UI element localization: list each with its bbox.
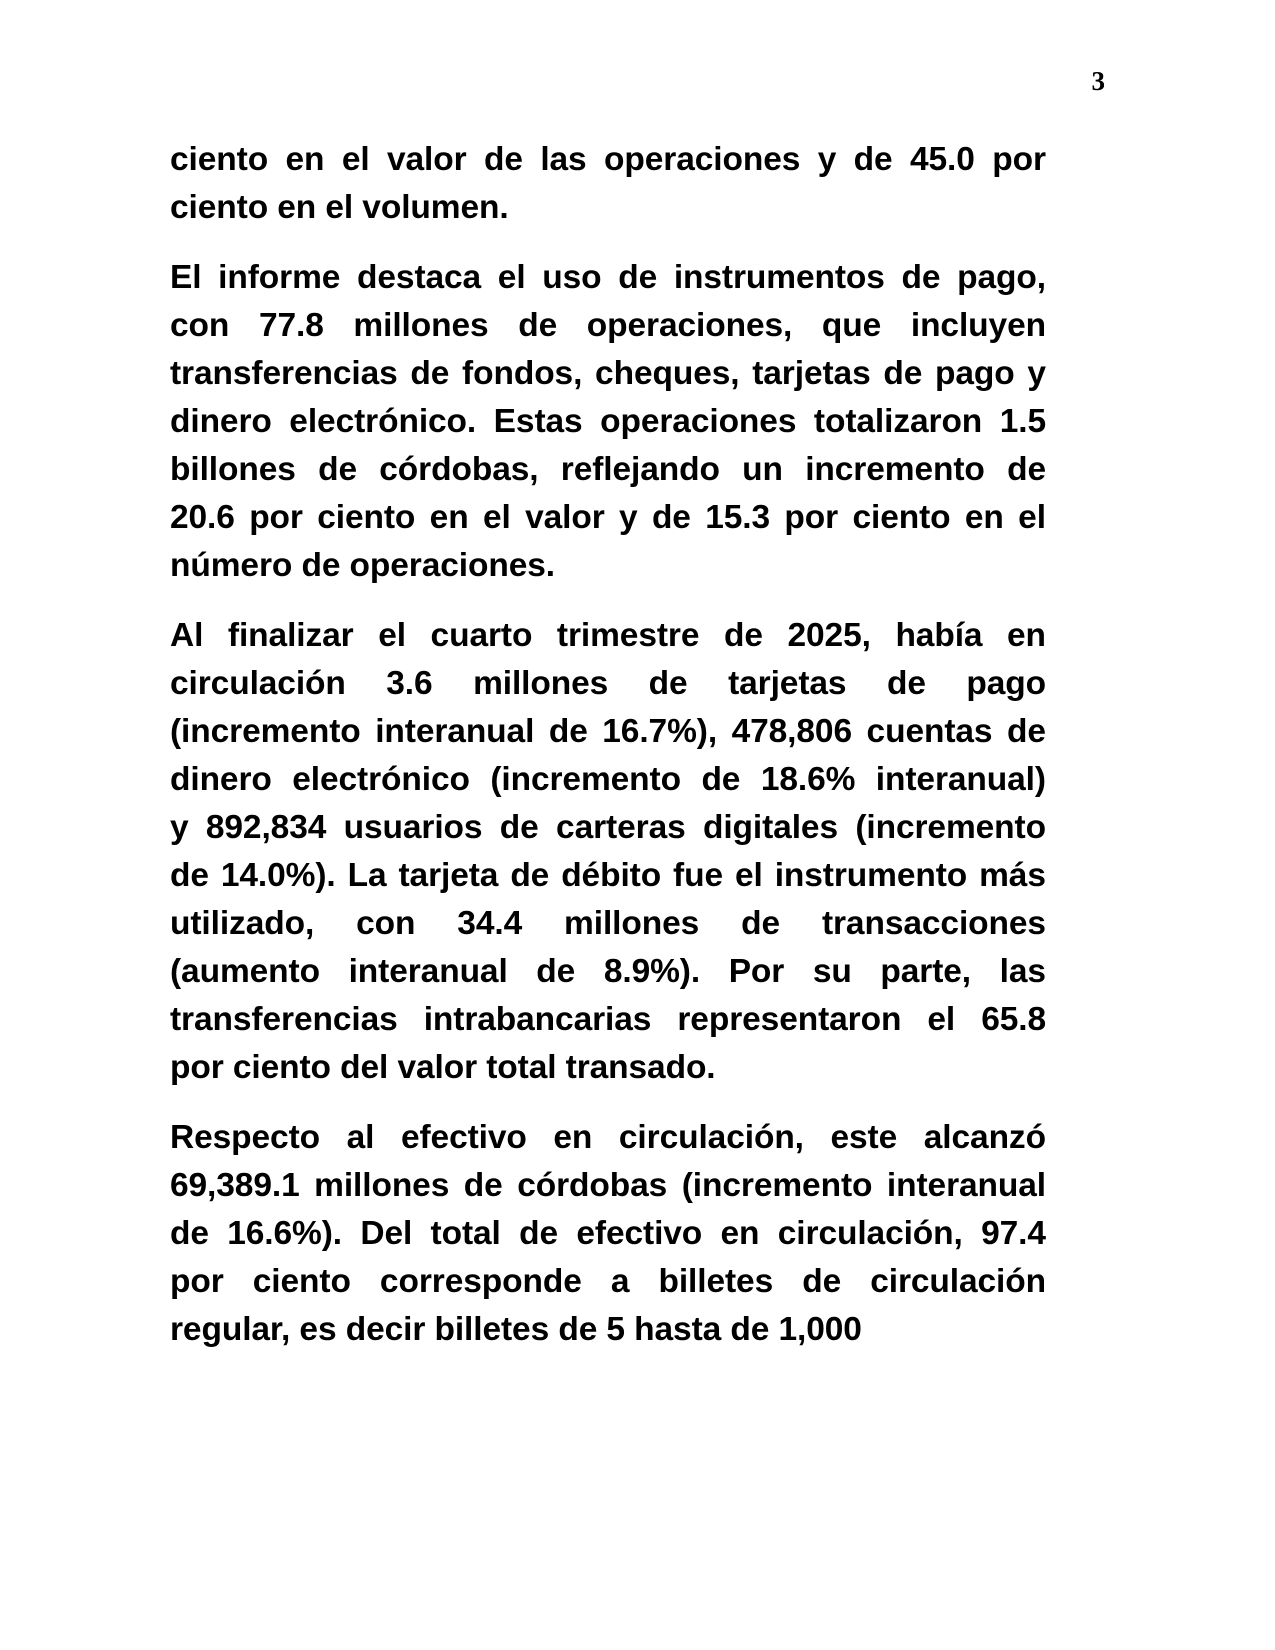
word: de (519, 1215, 559, 1252)
word: de (853, 141, 893, 178)
paragraph-1 (170, 136, 1046, 232)
page-number: 3 (1091, 66, 1105, 96)
text-line (170, 1258, 1046, 1306)
text-line (170, 612, 1046, 660)
word: millones (314, 1167, 450, 1204)
word: Por (728, 953, 785, 990)
word: uso (542, 259, 602, 296)
word: (incremento (490, 761, 681, 798)
word: circulación, (777, 1215, 963, 1252)
word: utilizado, (170, 905, 315, 942)
text-line: por ciento del valor total transado. (170, 1049, 716, 1086)
word: circulación (170, 665, 346, 702)
word: valor (386, 141, 467, 178)
word: tarjetas (752, 355, 871, 392)
text-line: número de operaciones. (170, 547, 556, 584)
word: efectivo (576, 1215, 703, 1252)
word: en (964, 499, 1004, 536)
word: por (992, 141, 1046, 178)
text-line (170, 446, 1046, 494)
text-line (170, 948, 1046, 996)
word: con (356, 905, 416, 942)
word: dinero (170, 761, 272, 798)
word: pago (935, 355, 1015, 392)
word: su (812, 953, 852, 990)
text-line (170, 900, 1046, 948)
word: débito (561, 857, 662, 894)
text-line (170, 136, 1046, 184)
word: al (346, 1119, 375, 1156)
word: instrumento (774, 857, 968, 894)
text-line (170, 660, 1046, 708)
word: La (347, 857, 387, 894)
word: de (410, 355, 450, 392)
word: billetes (658, 1263, 774, 1300)
word: Estas (493, 403, 583, 440)
word: de (170, 857, 209, 894)
word: transferencias (170, 1001, 398, 1038)
word: circulación, (618, 1119, 804, 1156)
word: usuarios (343, 809, 483, 846)
word: Al (170, 617, 204, 654)
word: (aumento (170, 953, 320, 990)
word: de (886, 665, 926, 702)
word: el (734, 857, 763, 894)
word: transferencias (170, 355, 398, 392)
text-line (170, 302, 1046, 350)
word: (incremento (681, 1167, 873, 1204)
word: de (483, 141, 523, 178)
word: Respecto (170, 1119, 320, 1156)
word: operaciones (604, 141, 801, 178)
word: billones (170, 451, 296, 488)
word: interanual (375, 713, 535, 750)
word: en (720, 1215, 760, 1252)
word: corresponde (379, 1263, 582, 1300)
word: circulación (870, 1263, 1046, 1300)
word: valor (525, 499, 605, 536)
word: millones (564, 905, 700, 942)
word: intrabancarias (423, 1001, 652, 1038)
word: 20.6 (170, 499, 235, 536)
word: digitales (702, 809, 838, 846)
text-line (170, 708, 1046, 756)
word: interanual (886, 1167, 1046, 1204)
word: Del (360, 1215, 413, 1252)
word: 15.3 (705, 499, 771, 536)
word: 97.4 (981, 1215, 1046, 1252)
text-line (170, 996, 1046, 1044)
word: millones (473, 665, 609, 702)
word: 478,806 (731, 713, 852, 750)
word: ciento (170, 141, 269, 178)
text-line (170, 494, 1046, 542)
word: a (610, 1263, 630, 1300)
word: este (830, 1119, 898, 1156)
word: 1.5 (999, 403, 1046, 440)
word: 16.6%). (227, 1215, 343, 1252)
word: córdobas (517, 1167, 668, 1204)
word: con (170, 307, 230, 344)
word: de (724, 617, 763, 654)
text-line (170, 254, 1046, 302)
word: por (249, 499, 303, 536)
word: alcanzó (923, 1119, 1046, 1156)
word: de (901, 259, 941, 296)
word: 18.6% (760, 761, 856, 798)
word: 69,389.1 (170, 1167, 300, 1204)
word: córdobas, (379, 451, 539, 488)
word: en (285, 141, 325, 178)
text-line (170, 398, 1046, 446)
word: totalizaron (813, 403, 983, 440)
word: de (741, 905, 780, 942)
word: y (619, 499, 638, 536)
word: 2025, (787, 617, 871, 654)
word: total (430, 1215, 501, 1252)
text-line (170, 756, 1046, 804)
word: de (463, 1167, 503, 1204)
word: y (817, 141, 837, 178)
word: incluyen (910, 307, 1046, 344)
word: 14.0%). (220, 857, 336, 894)
word: finalizar (227, 617, 354, 654)
word: trimestre (556, 617, 700, 654)
word: 65.8 (981, 1001, 1046, 1038)
word: millones (353, 307, 489, 344)
word: efectivo (400, 1119, 527, 1156)
text-line (170, 350, 1046, 398)
word: 3.6 (386, 665, 433, 702)
paragraph-2 (170, 254, 1046, 590)
word: incremento (805, 451, 985, 488)
word: pago (966, 665, 1046, 702)
word: por (784, 499, 839, 536)
text-line: ciento en el volumen. (170, 189, 509, 226)
word: de (170, 1215, 209, 1252)
word: cuarto (430, 617, 533, 654)
word: había (895, 617, 983, 654)
word: de (701, 761, 741, 798)
text-line (170, 1210, 1046, 1258)
word: más (979, 857, 1046, 894)
word: cuentas (866, 713, 993, 750)
word: fondos, (462, 355, 583, 392)
paragraph-4 (170, 1114, 1046, 1354)
word: operaciones, (586, 307, 793, 344)
word: el (378, 617, 406, 654)
word: de (499, 809, 539, 846)
word: El (170, 259, 202, 296)
text-line (170, 852, 1046, 900)
word: de (802, 1263, 842, 1300)
word: de (548, 713, 588, 750)
word: 34.4 (457, 905, 523, 942)
word: instrumentos (673, 259, 885, 296)
word: (incremento (855, 809, 1046, 846)
word: interanual (348, 953, 508, 990)
word: de (318, 451, 357, 488)
word: 16.7%), (602, 713, 718, 750)
word: ciento (252, 1263, 351, 1300)
word: de (518, 307, 558, 344)
word: ciento (317, 499, 416, 536)
word: informe (218, 259, 341, 296)
word: el (497, 259, 526, 296)
paragraph-3 (170, 612, 1046, 1092)
word: ciento (852, 499, 951, 536)
word: reflejando (560, 451, 720, 488)
word: 77.8 (258, 307, 324, 344)
text-line (170, 804, 1046, 852)
word: el (341, 141, 370, 178)
word: de (651, 499, 691, 536)
word: y (1027, 355, 1046, 392)
word: pago, (957, 259, 1046, 296)
word: de (510, 857, 550, 894)
word: electrónico (292, 761, 470, 798)
word: y (170, 809, 189, 846)
word: de (883, 355, 923, 392)
word: de (1007, 451, 1046, 488)
word: interanual) (875, 761, 1046, 798)
word: de (618, 259, 658, 296)
word: parte, (880, 953, 972, 990)
text-line (170, 1162, 1046, 1210)
word: 45.0 (909, 141, 975, 178)
word: tarjetas (728, 665, 847, 702)
word: transacciones (821, 905, 1046, 942)
text-line: regular, es decir billetes de 5 hasta de 1,000 (170, 1311, 862, 1348)
word: 8.9%). (603, 953, 701, 990)
word: en (553, 1119, 593, 1156)
word: de (648, 665, 688, 702)
word: dinero (170, 403, 272, 440)
word: (incremento (170, 713, 361, 750)
word: electrónico. (289, 403, 477, 440)
word: cheques, (595, 355, 740, 392)
word: carteras (556, 809, 686, 846)
word: 892,834 (205, 809, 327, 846)
word: fue (673, 857, 723, 894)
word: destaca (357, 259, 482, 296)
word: que (821, 307, 882, 344)
word: el (482, 499, 511, 536)
word: el (927, 1001, 956, 1038)
word: operaciones (600, 403, 797, 440)
word: las (999, 953, 1046, 990)
word: un (742, 451, 783, 488)
word: tarjeta (398, 857, 499, 894)
word: el (1018, 499, 1046, 536)
text-line (170, 1114, 1046, 1162)
word: en (429, 499, 469, 536)
word: por (170, 1263, 224, 1300)
word: de (536, 953, 576, 990)
word: las (540, 141, 587, 178)
word: representaron (677, 1001, 902, 1038)
document-body (170, 136, 1046, 1354)
word: en (1007, 617, 1046, 654)
word: de (1007, 713, 1046, 750)
